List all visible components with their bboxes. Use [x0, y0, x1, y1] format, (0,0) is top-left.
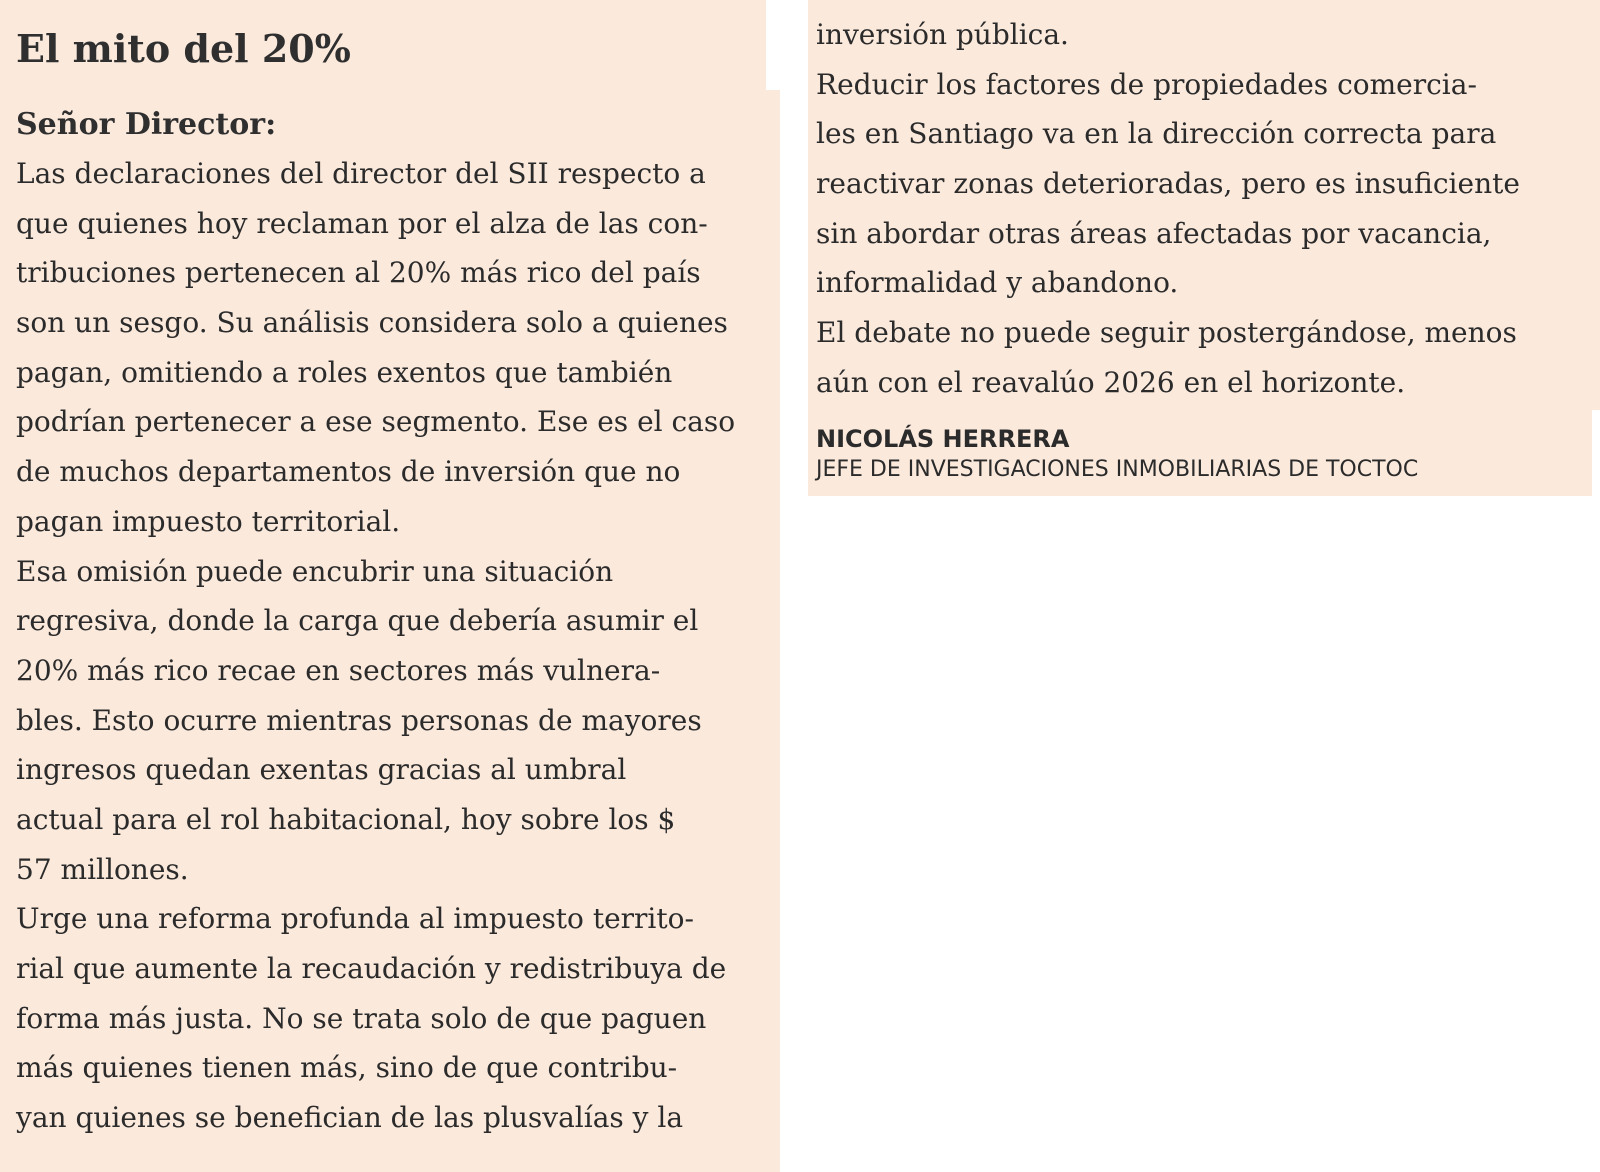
right-column-text [816, 10, 1520, 408]
text-line: Esa omisión puede encubrir una situación [16, 554, 614, 588]
text-line: Reducir los factores de propiedades comercia- [816, 67, 1477, 101]
text-line: tribuciones pertenecen al 20% más rico del país [16, 256, 701, 290]
text-line: Las declaraciones del director del SII respecto a [16, 157, 706, 190]
text-line: les en Santiago va en la dirección correcta para [816, 117, 1497, 151]
text-line: pagan impuesto territorial. [16, 504, 401, 538]
author-name: NICOLÁS HERRERA [816, 425, 1070, 453]
text-line: podrían pertenecer a ese segmento. Ese es el caso [16, 405, 736, 439]
text-line: son un sesgo. Su análisis considera solo a quienes [16, 306, 728, 340]
text-line: que quienes hoy reclaman por el alza de las con- [16, 206, 708, 240]
text-line: aún con el reavalúo 2026 en el horizonte. [816, 365, 1406, 399]
text-line: 20% más rico recae en sectores más vulnera- [16, 653, 661, 687]
text-line: yan quienes se benefician de las plusvalías y la [16, 1101, 684, 1135]
text-line: inversión pública. [816, 18, 1069, 51]
text-line: forma más justa. No se trata solo de que paguen [16, 1001, 707, 1035]
text-line: pagan, omitiendo a roles exentos que también [16, 355, 673, 389]
text-line: 57 millones. [16, 852, 189, 886]
text-line: más quienes tienen más, sino de que contribu- [16, 1051, 678, 1085]
left-column-text [16, 149, 735, 1143]
salutation: Señor Director: [16, 107, 277, 142]
article-title: El mito del 20% [16, 26, 351, 71]
text-line: de muchos departamentos de inversión que no [16, 455, 681, 489]
text-line: actual para el rol habitacional, hoy sobre los $ [16, 802, 676, 836]
text-line: regresiva, donde la carga que debería asumir el [16, 604, 699, 638]
text-line: rial que aumente la recaudación y redistribuya de [16, 952, 727, 985]
text-line: bles. Esto ocurre mientras personas de mayores [16, 703, 702, 737]
author-role: JEFE DE INVESTIGACIONES INMOBILIARIAS DE TOCTOC [816, 457, 1419, 482]
text-line: reactivar zonas deterioradas, pero es insuficiente [816, 167, 1520, 201]
text-line: Urge una reforma profunda al impuesto territo- [16, 902, 694, 936]
text-line: El debate no puede seguir postergándose, menos [816, 316, 1517, 350]
text-line: sin abordar otras áreas afectadas por vacancia, [816, 216, 1492, 250]
text-line: ingresos quedan exentas gracias al umbral [16, 753, 627, 787]
text-line: informalidad y abandono. [816, 266, 1179, 300]
